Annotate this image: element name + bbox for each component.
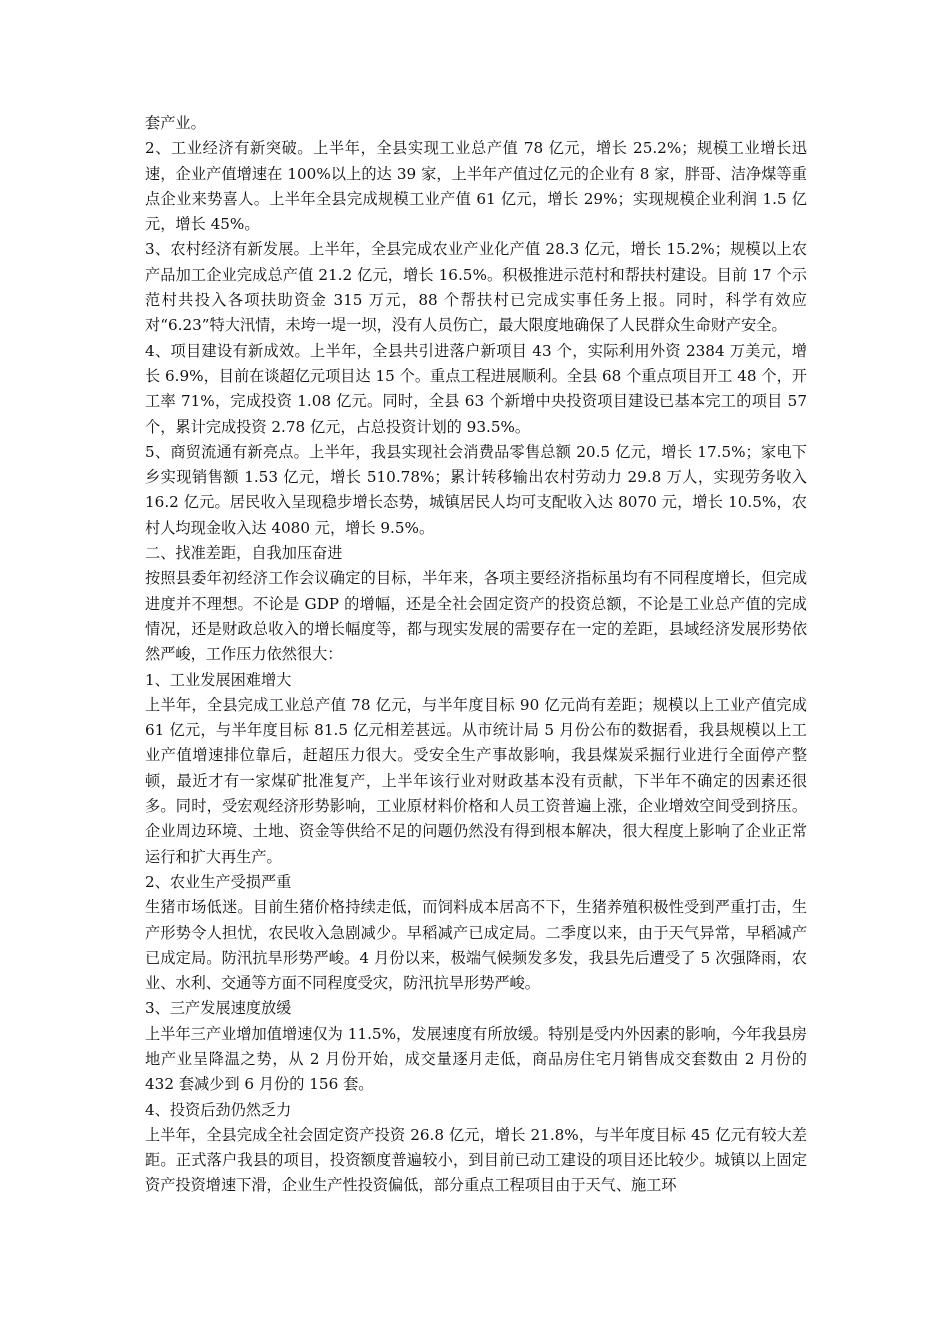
paragraph-commerce: 5、商贸流通有新亮点。上半年，我县实现社会消费品零售总额 20.5 亿元，增长 17.5%；家电下乡实现销售额 1.53 亿元，增长 510.78%；累计转移输出农村劳动力 29.8 万人，实现劳务收入 16.2 亿元。居民收入呈现稳步增长态势，城镇居民人均可支配收入达 8070 元，增长 10.5%，农村人均现金收入达 4080 元，增长 9.5%。 <box>145 442 807 537</box>
subheading-industry-difficulty: 1、工业发展困难增大 <box>145 670 292 689</box>
subheading-investment-weak: 4、投资后劲仍然乏力 <box>145 1100 292 1119</box>
paragraph-tertiary-slowdown: 上半年三产业增加值增速仅为 11.5%，发展速度有所放缓。特别是受内外因素的影响，今年我县房地产业呈降温之势，从 2 月份开始，成交量逐月走低，商品房住宅月销售成交套数由 2 月份的 432 套减少到 6 月份的 156 套。 <box>145 1024 807 1094</box>
paragraph-project-construction: 4、项目建设有新成效。上半年，全县共引进落户新项目 43 个，实际利用外资 2384 万美元，增长 6.9%，目前在谈超亿元项目达 15 个。重点工程进展顺利。全县 68 个重点项目开工 48 个，开工率 71%，完成投资 1.08 亿元。同时，全县 63 个新增中央投资项目建设已基本完工的项目 57 个，累计完成投资 2.78 亿元，占总投资计划的 93.5%。 <box>145 341 807 436</box>
paragraph-rural-economy: 3、农村经济有新发展。上半年，全县完成农业产业化产值 28.3 亿元，增长 15.2%；规模以上农产品加工企业完成总产值 21.2 亿元，增长 16.5%。积极推进示范村和帮扶村建设。目前 17 个示范村共投入各项扶助资金 315 万元，88 个帮扶村已完成实事任务上报。同时，科学有效应对“6.23”特大汛情，未垮一堤一坝，没有人员伤亡，最大限度地确保了人民群众生命财产安全。 <box>145 240 807 335</box>
subheading-tertiary-slowdown: 3、三产发展速度放缓 <box>145 999 292 1018</box>
document-body <box>145 111 807 1199</box>
paragraph-industry-breakthrough: 2、工业经济有新突破。上半年，全县实现工业总产值 78 亿元，增长 25.2%；规模工业增长迅速，企业产值增速在 100%以上的达 39 家，上半年产值过亿元的企业有 8 家，胖哥、洁净煤等重点企业来势喜人。上半年全县完成规模工业产值 61 亿元，增长 29%；实现规模企业利润 1.5 亿元，增长 45%。 <box>145 139 807 234</box>
paragraph-investment-weak: 上半年，全县完成全社会固定资产投资 26.8 亿元，增长 21.8%，与半年度目标 45 亿元有较大差距。正式落户我县的项目，投资额度普遍较小，到目前已动工建设的项目还比较少。城镇以上固定资产投资增速下滑，企业生产性投资偏低，部分重点工程项目由于天气、施工环 <box>145 1125 807 1195</box>
paragraph-industry-difficulty: 上半年，全县完成工业总产值 78 亿元，与半年度目标 90 亿元尚有差距；规模以上工业产值完成 61 亿元，与半年度目标 81.5 亿元相差甚远。从市统计局 5 月份公布的数据看，我县规模以上工业产值增速排位靠后，赶超压力很大。受安全生产事故影响，我县煤炭采掘行业进行全面停产整顿，最近才有一家煤矿批准复产，上半年该行业对财政基本没有贡献，下半年不确定的因素还很多。同时，受宏观经济形势影响，工业原材料价格和人员工资普遍上涨，企业增效空间受到挤压。企业周边环境、土地、资金等供给不足的问题仍然没有得到根本解决，很大程度上影响了企业正常运行和扩大再生产。 <box>145 695 807 866</box>
paragraph-continuation: 套产业。 <box>145 114 206 132</box>
subheading-agriculture-losses: 2、农业生产受损严重 <box>145 872 292 891</box>
paragraph-agriculture-losses: 生猪市场低迷。目前生猪价格持续走低，而饲料成本居高不下，生猪养殖积极性受到严重打击，生产形势令人担忧，农民收入急剧减少。早稻减产已成定局。二季度以来，由于天气异常，早稻减产已成定局。防汛抗旱形势严峻。4 月份以来，极端气候频发多发，我县先后遭受了 5 次强降雨，农业、水利、交通等方面不同程度受灾，防汛抗旱形势严峻。 <box>145 898 807 993</box>
section-heading-gaps: 二、找准差距，自我加压奋进 <box>145 544 343 563</box>
paragraph-gaps-intro: 按照县委年初经济工作会议确定的目标，半年来，各项主要经济指标虽均有不同程度增长，但完成进度并不理想。不论是 GDP 的增幅，还是全社会固定资产的投资总额，不论是工业总产值的完成情况，还是财政总收入的增长幅度等，都与现实发展的需要存在一定的差距，县域经济发展形势依然严峻，工作压力依然很大： <box>145 569 807 664</box>
